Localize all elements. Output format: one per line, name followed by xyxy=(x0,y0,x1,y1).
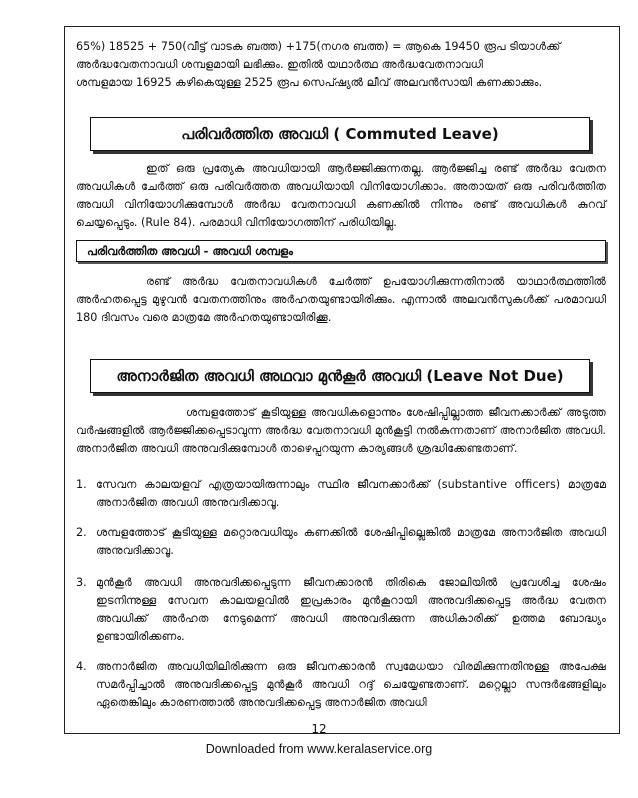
list-item-text: മുൻകൂർ അവധി അനുവദിക്കപ്പെടുന്ന ജീവനക്കാരൻ തിരികെ ജോലിയിൽ പ്രവേശിച്ച ശേഷം ഇടനിന്നുള്ള സേവന കാലയളവിൽ ഇപ്രകാരം മുൻകൂറായി അനുവദിക്കപ്പെട്ട അർദ്ധ വേതന അവധിക്ക് അർഹത നേടുമെന്ന് അവധി അനുവദിക്കുന്ന അധികാരിക്ക് ഉത്തമ ബോദ്ധ്യം ഉണ്ടായിരിക്കണം. xyxy=(96,576,606,643)
list-item-number: 3. xyxy=(76,576,87,589)
list-item-number: 4. xyxy=(76,660,87,673)
footer-source-line: Downloaded from www.keralaservice.org xyxy=(205,742,433,756)
list-item-number: 2. xyxy=(76,526,87,539)
commuted-leave-heading-text: പരിവർത്തിത അവധി ( Commuted Leave) xyxy=(181,125,499,143)
list-item-text: സേവന കാലയളവ് എത്രയായിരുന്നാലും സ്ഥിര ജീവനക്കാർക്ക് (substantive officers) മാത്രമേ അനാർജിത അവധി അനുവദിക്കാവൂ. xyxy=(96,478,606,509)
leave-not-due-heading-text: അനാർജിത അവധി അഥവാ മുൻകൂർ അവധി (Leave Not Due) xyxy=(116,367,564,385)
commuted-leave-paragraph: ഇത് ഒരു പ്രത്യേക അവധിയായി ആർജ്ജിക്കുന്നതല്ല. ആർജ്ജിച്ച രണ്ട് അർദ്ധ വേതന അവധികൾ ചേർത്ത് ഒരു പരിവർത്തത അവധിയായി വിനിയോഗിക്കാം. അതായത് ഒരു പരിവർത്തിത അവധി വിനിയോഗിക്കുമ്പോൾ അർദ്ധ വേതനാവധി കണക്കിൽ നിന്നും രണ്ട് അവധികൾ കുറവ് ചെയ്യപ്പെടും. (Rule 84). പരമാധി വിനിയോഗത്തിന് പരിധിയില്ല. xyxy=(76,162,606,229)
list-item xyxy=(76,524,606,560)
leave-not-due-paragraph: ശമ്പളത്തോട് കൂടിയുള്ള അവധികളൊന്നും ശേഷിപ്പില്ലാത്ത ജീവനക്കാർക്ക് അടുത്ത വർഷങ്ങളിൽ ആർജ്ജിക്കപ്പെടാവുന്ന അർദ്ധ വേതനാവധി മുൻകൂട്ടി നൽകുന്നതാണ് അനാർജിത അവധി. അനാർജിത അവധി അനുവദിക്കുമ്പോൾ താഴെപ്പറയുന്ന കാര്യങ്ങൾ ശ്രദ്ധിക്കേണ്ടതാണ്. xyxy=(76,406,606,455)
commuted-leave-salary-subheading-text: പരിവർത്തിത അവധി - അവധി ശമ്പളം xyxy=(87,244,293,258)
list-item xyxy=(76,658,606,712)
intro-line-3: ശമ്പളമായ 16925 കഴികെയുള്ള 2525 രൂപ സെപ്ഷ്യൽ ലീവ് അലവൻസായി കണക്കാക്കും. xyxy=(76,76,543,89)
list-item-text: ശമ്പളത്തോട് കൂടിയുള്ള മറ്റൊരവധിയും കണക്കിൽ ശേഷിപ്പില്ലെങ്കിൽ മാത്രമേ അനാർജിത അവധി അനുവദിക്കാവൂ. xyxy=(96,526,606,557)
intro-paragraph xyxy=(76,38,606,92)
intro-line-2: അർദ്ധവേതനാവധി ശമ്പളമായി ലഭിക്കും. ഇതിൽ യഥാർത്ഥ അർദ്ധവേതനാവധി xyxy=(76,58,483,71)
page-number: 12 xyxy=(311,722,327,736)
commuted-leave-salary-paragraph: രണ്ട് അർദ്ധ വേതനാവധികൾ ചേർത്ത് ഉപയോഗിക്കുന്നതിനാൽ യാഥാർത്ഥത്തിൽ അർഹതപ്പെട്ട മുഴുവൻ വേതനത്തിനും അർഹതയുണ്ടായിരിക്കും. എന്നാൽ അലവൻസുകൾക്ക് പരമാവധി 180 ദിവസം വരെ മാത്രമേ അർഹതയുണ്ടായിരിക്കൂ. xyxy=(76,275,606,324)
commuted-leave-heading xyxy=(90,117,590,151)
list-item xyxy=(76,574,606,646)
list-item xyxy=(76,476,606,512)
list-item-number: 1. xyxy=(76,478,87,491)
intro-line-1: 65%) 18525 + 750(വീട്ട് വാടക ബത്ത) +175(നഗര ബത്ത) = ആകെ 19450 രൂപ ടിയാൾക്ക് xyxy=(76,40,561,53)
list-item-text: അനാർജിത അവധിയിലിരിക്കുന്ന ഒരു ജീവനക്കാരൻ സ്വമേധയാ വിരമിക്കുന്നതിനുള്ള അപേക്ഷ സമർപ്പിച്ചാൽ അനുവദിക്കപ്പെട്ട മുൻകൂർ അവധി റദ്ദ് ചെയ്യേണ്ടതാണ്. മറ്റെല്ലാ സന്ദർഭങ്ങളിലും ഏതെങ്കിലും കാരണത്താൽ അനുവദിക്കപ്പെട്ട അനാർജിത അവധി xyxy=(96,660,606,709)
commuted-leave-salary-subheading xyxy=(76,240,606,262)
leave-not-due-heading xyxy=(90,359,590,393)
